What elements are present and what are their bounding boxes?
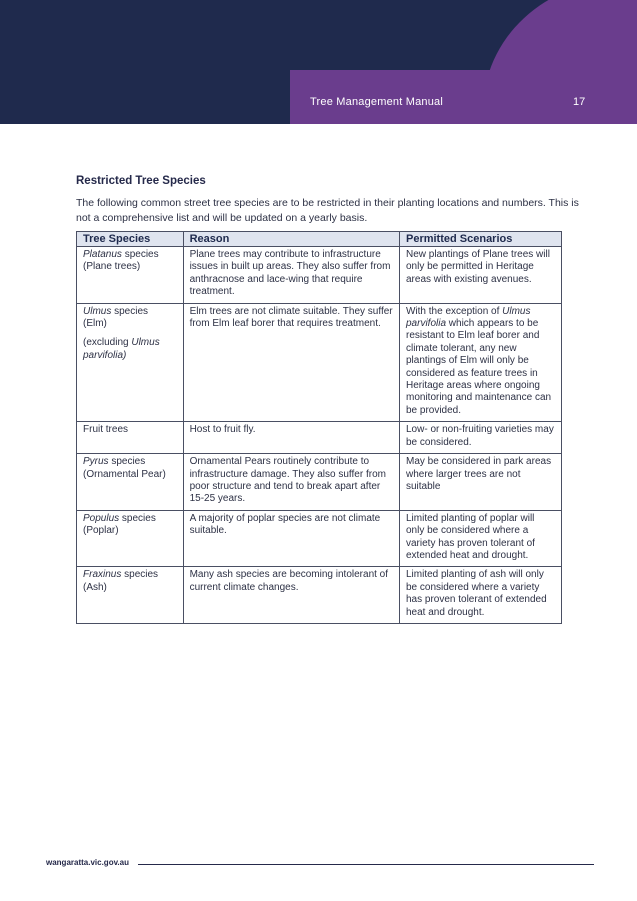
species-exclusion-latin: Ulmus parvifolia): [83, 337, 160, 361]
column-header-species: Tree Species: [77, 232, 184, 247]
permitted-cell: May be considered in park areas where larger trees are not suitable: [399, 454, 561, 511]
species-suffix: species: [119, 512, 156, 524]
column-header-permitted: Permitted Scenarios: [399, 232, 561, 247]
document-title: Tree Management Manual: [310, 96, 444, 108]
species-common-name: (Elm): [83, 318, 107, 330]
species-common-name: (Plane trees): [83, 261, 141, 273]
permitted-text: which appears to be resistant to Elm leaf borer and climate tolerant, any new plantings of Elm will only be considered as feature trees in Heritage areas where ongoing monitoring and maintenance can be provided.: [405, 318, 552, 416]
table-row: [77, 422, 562, 454]
permitted-cell: [399, 303, 561, 422]
species-latin-name: Populus: [83, 512, 120, 524]
species-cell: [77, 567, 184, 624]
reason-cell: Elm trees are not climate suitable. They suffer from Elm leaf borer that requires treatment.: [183, 303, 399, 422]
permitted-prefix: With the exception of: [405, 305, 503, 317]
footer-website-link[interactable]: wangaratta.vic.gov.au: [46, 858, 129, 867]
species-suffix: species: [121, 249, 159, 260]
reason-cell: Many ash species are becoming intolerant of current climate changes.: [183, 567, 399, 624]
restricted-species-table: [76, 231, 562, 624]
table-row: [77, 454, 562, 511]
species-latin-name: Pyrus: [83, 456, 109, 468]
species-common-name: (Poplar): [83, 525, 119, 537]
table-header-row: [77, 232, 562, 247]
section-heading: Restricted Tree Species: [76, 175, 206, 187]
page-number: 17: [573, 96, 586, 108]
reason-cell: Ornamental Pears routinely contribute to infrastructure damage. They also suffer from poor structure and tend to break apart after 15-25 years.: [183, 454, 399, 511]
species-exclusion-prefix: (excluding: [83, 337, 132, 349]
reason-cell: Plane trees may contribute to infrastructure issues in built up areas. They also suffer from anthracnose and lace-wing that require treatment.: [183, 247, 399, 304]
species-cell: [77, 247, 184, 304]
species-latin-name: Fraxinus: [83, 569, 122, 581]
footer-divider: [138, 864, 594, 865]
permitted-cell: Limited planting of ash will only be considered where a variety has proven tolerant of extended heat and drought.: [399, 567, 561, 624]
permitted-cell: New plantings of Plane trees will only be permitted in Heritage areas with existing avenues.: [399, 247, 561, 304]
table-row: [77, 303, 562, 422]
species-suffix: species: [111, 305, 149, 317]
species-suffix: species: [108, 456, 146, 468]
table-row: [77, 567, 562, 624]
species-suffix: species: [121, 569, 159, 581]
species-cell: [77, 510, 184, 567]
species-latin-name: Ulmus: [83, 305, 112, 317]
column-header-reason: Reason: [183, 232, 399, 247]
species-common-name: (Ash): [83, 581, 107, 593]
species-common-name: (Ornamental Pear): [83, 468, 166, 480]
species-cell: [77, 303, 184, 422]
page-header: [0, 0, 637, 124]
permitted-cell: Limited planting of poplar will only be considered where a variety has proven tolerant of extended heat and drought.: [399, 510, 561, 567]
permitted-cell: Low- or non-fruiting varieties may be considered.: [399, 422, 561, 454]
species-cell: [77, 454, 184, 511]
reason-cell: Host to fruit fly.: [183, 422, 399, 454]
reason-cell: A majority of poplar species are not climate suitable.: [183, 510, 399, 567]
species-cell: Fruit trees: [77, 422, 184, 454]
species-latin-name: Platanus: [83, 249, 122, 260]
permitted-latin-name: Ulmus parvifolia: [405, 305, 531, 330]
intro-paragraph: The following common street tree species are to be restricted in their planting locations and numbers. This is not a comprehensive list and will be updated on a yearly basis.: [76, 197, 579, 224]
table-row: [77, 247, 562, 304]
table-row: [77, 510, 562, 567]
